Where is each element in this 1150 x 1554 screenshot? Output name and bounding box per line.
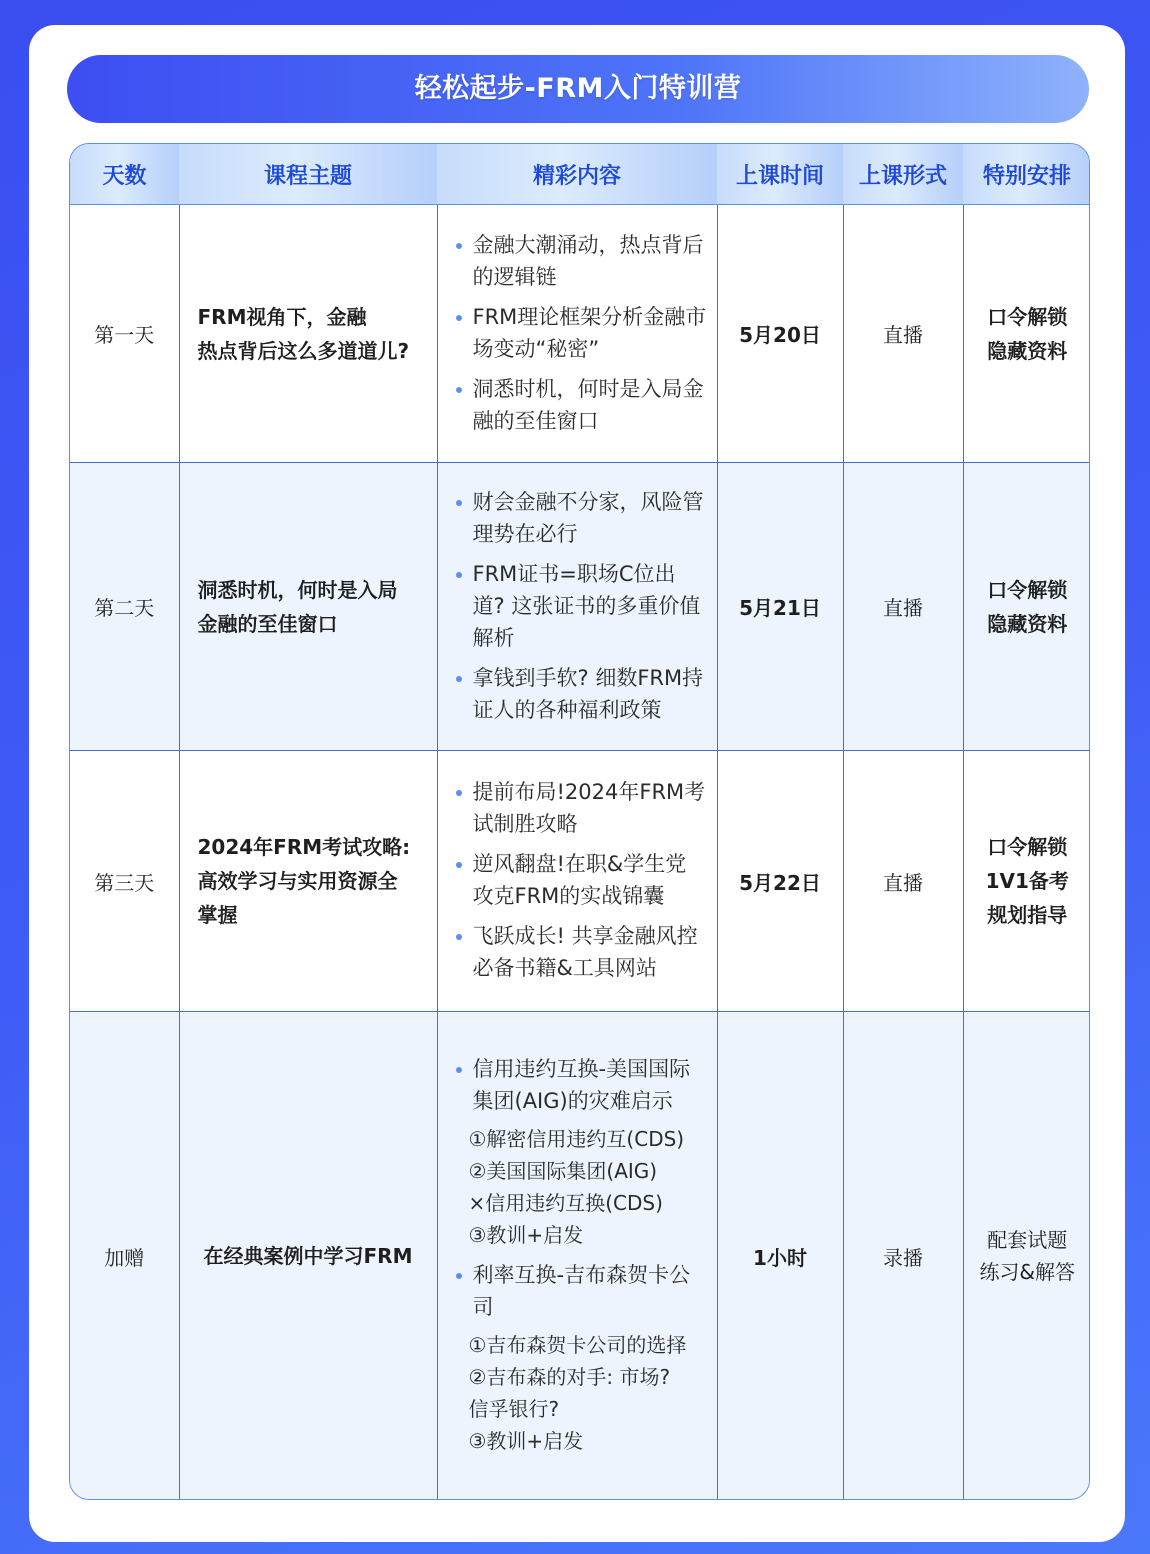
special-line: 口令解锁 [987, 835, 1068, 859]
special-line: 隐藏资料 [987, 611, 1068, 636]
bullet-dot-icon [456, 243, 462, 249]
special-line: 练习&解答 [979, 1260, 1076, 1285]
header-topic: 课程主题 [179, 144, 437, 205]
content-point: 利率互换-吉布森贺卡公司 ①吉布森贺卡公司的选择 ②吉布森的对手: 市场? 信孚银行? ③教训+启发 [456, 1259, 707, 1457]
format-cell: 直播 [843, 463, 963, 751]
content-subpoint: ③教训+启发 [468, 1429, 584, 1454]
content-subpoint: ②美国国际集团(AIG) [468, 1159, 658, 1184]
topic-cell [179, 751, 437, 1012]
bullet-dot-icon [456, 500, 462, 506]
format-cell: 直播 [843, 751, 963, 1012]
special-line: 1V1备考 [985, 869, 1069, 893]
special-line: 规划指导 [987, 903, 1068, 927]
content-point: FRM理论框架分析金融市场变动“秘密” [456, 301, 707, 365]
format-cell: 直播 [843, 205, 963, 463]
special-line: 配套试题 [987, 1228, 1068, 1253]
header-format: 上课形式 [843, 144, 963, 205]
time-cell: 5月20日 [717, 205, 843, 463]
topic-cell [179, 1012, 437, 1501]
content-cell [437, 1012, 717, 1501]
table-row [70, 751, 1090, 1012]
content-subpoint: ①解密信用违约互(CDS) [468, 1127, 685, 1152]
table-row [70, 463, 1090, 751]
content-point: FRM证书=职场C位出道? 这张证书的多重价值解析 [456, 558, 707, 654]
topic-line: 高效学习与实用资源全 [197, 869, 398, 893]
topic-line: 掌握 [197, 903, 238, 927]
content-subpoint: 信孚银行? [468, 1397, 560, 1422]
table-header-row [70, 144, 1090, 205]
page-title-banner: 轻松起步-FRM入门特训营 [67, 55, 1089, 123]
content-point: 逆风翻盘!在职&学生党攻克FRM的实战锦囊 [456, 848, 707, 912]
time-cell: 5月21日 [717, 463, 843, 751]
table-row [70, 1012, 1090, 1501]
content-subpoint: ②吉布森的对手: 市场? [468, 1365, 671, 1390]
content-point: 金融大潮涌动，热点背后的逻辑链 [456, 229, 707, 293]
day-cell: 第二天 [70, 463, 179, 751]
header-content: 精彩内容 [437, 144, 717, 205]
special-cell [963, 1012, 1090, 1501]
topic-cell [179, 205, 437, 463]
schedule-table [69, 143, 1090, 1500]
content-subpoint: ③教训+启发 [468, 1223, 584, 1248]
special-line: 隐藏资料 [987, 338, 1068, 363]
bullet-dot-icon [456, 934, 462, 940]
bullet-dot-icon [456, 676, 462, 682]
topic-line: 2024年FRM考试攻略: [197, 835, 411, 859]
format-cell: 录播 [843, 1012, 963, 1501]
header-special: 特别安排 [963, 144, 1090, 205]
bullet-dot-icon [456, 315, 462, 321]
header-day: 天数 [70, 144, 179, 205]
content-point: 飞跃成长! 共享金融风控必备书籍&工具网站 [456, 920, 707, 984]
topic-line: FRM视角下，金融 [197, 304, 367, 329]
topic-line: 在经典案例中学习FRM [203, 1244, 413, 1269]
topic-line: 洞悉时机，何时是入局 [197, 577, 398, 602]
time-cell: 5月22日 [717, 751, 843, 1012]
header-time: 上课时间 [717, 144, 843, 205]
content-cell [437, 751, 717, 1012]
table-row [70, 205, 1090, 463]
bullet-dot-icon [456, 1273, 462, 1279]
special-line: 口令解锁 [987, 577, 1068, 602]
content-point: 洞悉时机，何时是入局金融的至佳窗口 [456, 373, 707, 437]
content-subpoint: ①吉布森贺卡公司的选择 [468, 1333, 687, 1358]
day-cell: 加赠 [70, 1012, 179, 1501]
bullet-dot-icon [456, 572, 462, 578]
bullet-dot-icon [456, 790, 462, 796]
special-line: 口令解锁 [987, 304, 1068, 329]
special-cell [963, 751, 1090, 1012]
content-subpoint: ×信用违约互换(CDS) [468, 1191, 663, 1216]
topic-line: 金融的至佳窗口 [197, 611, 338, 636]
content-cell [437, 463, 717, 751]
content-point: 提前布局!2024年FRM考试制胜攻略 [456, 776, 707, 840]
special-cell [963, 463, 1090, 751]
bullet-dot-icon [456, 387, 462, 393]
content-cell [437, 205, 717, 463]
special-cell [963, 205, 1090, 463]
bullet-dot-icon [456, 862, 462, 868]
topic-cell [179, 463, 437, 751]
content-point: 拿钱到手软? 细数FRM持证人的各种福利政策 [456, 662, 707, 726]
content-point: 财会金融不分家，风险管理势在必行 [456, 486, 707, 550]
day-cell: 第一天 [70, 205, 179, 463]
topic-line: 热点背后这么多道道儿? [197, 338, 410, 363]
time-cell: 1小时 [717, 1012, 843, 1501]
content-point: 信用违约互换-美国国际集团(AIG)的灾难启示 ①解密信用违约互(CDS) ②美国国际集团(AIG) ×信用违约互换(CDS) ③教训+启发 [456, 1053, 707, 1251]
day-cell: 第三天 [70, 751, 179, 1012]
bullet-dot-icon [456, 1067, 462, 1073]
